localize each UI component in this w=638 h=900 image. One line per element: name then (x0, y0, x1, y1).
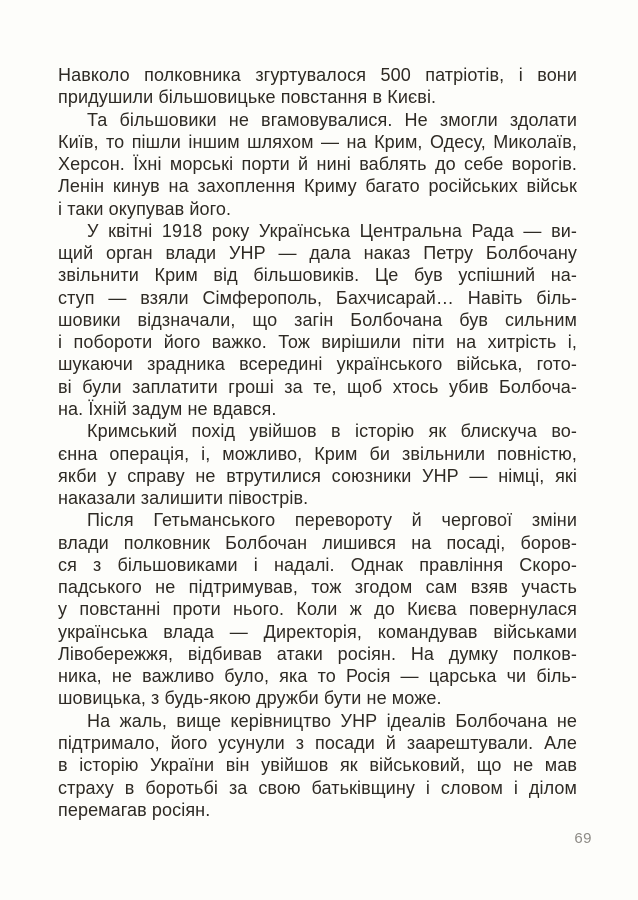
text-line: придушили більшовицьке повстання в Києві. (58, 87, 437, 108)
text-line: шукаючи зрадника всередині українського війська, гото- (58, 354, 577, 375)
text-line: Херсон. Їхні морські порти й нині ваблять до себе ворогів. (58, 154, 577, 175)
paragraph (58, 509, 577, 709)
text-line: ника, не важливо було, яка то Росія — царська чи біль- (58, 666, 577, 687)
text-line: Навколо полковника згуртувалося 500 патріотів, і вони (58, 65, 577, 85)
text-line: Київ, то пішли іншим шляхом — на Крим, Одесу, Миколаїв, (58, 131, 577, 152)
text-line: щий орган влади УНР — дала наказ Петру Болбочану (58, 243, 577, 264)
text-line: ступ — взяли Сімферополь, Бахчисарай… Навіть біль- (58, 287, 577, 308)
text-line: шовицька, з будь-якою дружби бути не може. (58, 688, 442, 709)
text-line: На жаль, вище керівництво УНР ідеалів Болбочана не (87, 710, 577, 731)
text-line: звільнити Крим від більшовиків. Це був успішний на- (58, 265, 577, 286)
text-line: Лівобережжя, відбивав атаки росіян. На думку полков- (58, 643, 577, 664)
text-column (58, 64, 577, 821)
text-line: перемагав росіян. (58, 799, 211, 820)
text-line: у повстанні проти нього. Коли ж до Києва повернулася (58, 599, 577, 620)
paragraph (58, 710, 577, 821)
text-line: шовики відзначали, що загін Болбочана був сильним (58, 309, 577, 330)
text-line: влади полковник Болбочан лишився на посаді, боров- (58, 532, 577, 553)
page-number: 69 (574, 830, 592, 847)
text-line: Кримський похід увійшов в історію як блискуча во- (87, 421, 577, 442)
text-line: підтримало, його усунули з посади й заарештували. Але (58, 732, 577, 753)
text-line: українська влада — Директорія, командував військами (58, 621, 577, 642)
text-line: в історію України він увійшов як військовий, що не мав (58, 755, 577, 776)
text-line: Після Гетьманського перевороту й чергової зміни (87, 510, 577, 531)
text-line: наказали залишити півострів. (58, 488, 309, 509)
text-line: на. Їхній задум не вдався. (58, 398, 277, 419)
text-line: єнна операція, і, можливо, Крим би звільнили повністю, (58, 443, 577, 464)
text-line: ся з більшовиками і надалі. Однак правління Скоро- (58, 554, 577, 575)
text-line: і таки окупував його. (58, 198, 232, 219)
text-line: падського не підтримував, тож згодом сам взяв участь (58, 577, 577, 598)
text-line: ві були заплатити гроші за те, щоб хтось убив Болбоча- (58, 376, 577, 397)
paragraph (58, 220, 577, 420)
text-line: страху в боротьбі за свою батьківщину і словом і ділом (58, 777, 577, 798)
paragraph (58, 64, 577, 109)
text-line: Та більшовики не вгамовувалися. Не змогли здолати (87, 109, 577, 130)
text-line: У квітні 1918 року Українська Центральна Рада — ви- (87, 220, 577, 241)
text-line: і побороти його важко. Тож вирішили піти на хитрість і, (58, 332, 577, 353)
paragraph (58, 420, 577, 509)
text-line: Ленін кинув на захоплення Криму багато російських військ (58, 176, 577, 197)
text-line: якби у справу не втрутилися союзники УНР — німці, які (58, 465, 577, 486)
paragraph (58, 109, 577, 220)
